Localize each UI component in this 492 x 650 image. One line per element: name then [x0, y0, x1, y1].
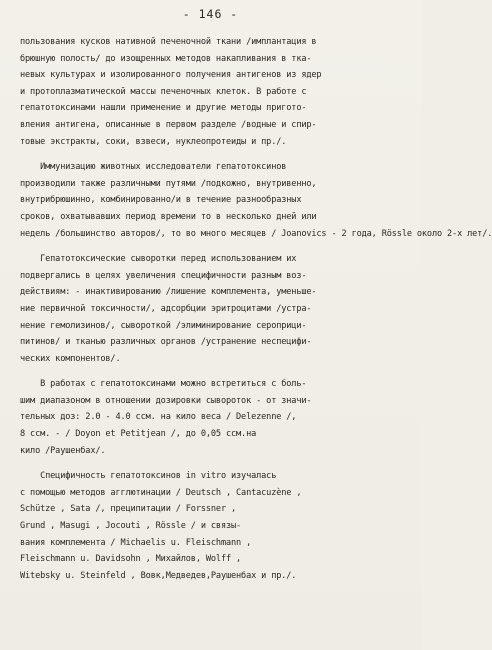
text-line: кило /Раушенбах/.	[20, 445, 106, 456]
text-line: нение гемолизинов/, сывороткой /элиминирование сероприци-	[20, 320, 307, 331]
text-line: сроков, охватывавших период времени то в несколько дней или	[20, 211, 317, 222]
text-line: вания комплемента / Michaelis u. Fleischmann ,	[20, 537, 252, 548]
text-line: действиям: - инактивированию /лишение комплемента, уменьше-	[20, 287, 317, 298]
text-line: шим диапазоном в отношении дозировки сывороток - от значи-	[20, 395, 312, 406]
text-line: гепатотоксинами нашли применение и другие методы пригото-	[20, 103, 307, 114]
paragraph-gap	[20, 367, 412, 376]
paragraph-gap	[20, 242, 412, 251]
paragraph-gap	[20, 459, 412, 468]
text-line: тельных доз: 2.0 - 4.0 ссм. на кило веса / Delezenne /,	[20, 412, 297, 423]
body-text	[20, 34, 492, 584]
text-line: внутрибрюшинно, комбинированно/и в течение разнообразных	[20, 195, 302, 206]
text-line: подвергались в целях увеличения специфичности разным воз-	[20, 270, 307, 281]
text-line: с помощью методов агглютинации / Deutsch , Cantacuzène ,	[20, 487, 302, 498]
text-line: Schütze , Sata /, преципитации / Forssner ,	[20, 504, 237, 515]
page-number: - 146 -	[182, 7, 239, 21]
text-line: вления антигена, описанные в первом разделе /водные и спир-	[20, 119, 317, 130]
text-line: Witebsky u. Steinfeld , Вовк,Медведев,Раушенбах и пр./.	[20, 570, 297, 581]
text-line: Fleischmann u. Davidsohn , Михайлов, Wolff ,	[20, 554, 242, 565]
text-line: питинов/ и тканью различных органов /устранение неспецифи-	[20, 337, 312, 348]
text-line: 8 ссм. - / Doyon et Petitjean /, до 0,05 ссм.на	[20, 429, 257, 440]
text-line: невых культурах и изолированного получения антигенов из ядер	[20, 70, 322, 81]
text-line: ние первичной токсичности/, адсорбции эритроцитами /устра-	[20, 303, 312, 314]
text-line: Иммунизацию животных исследователи гепатотоксинов	[20, 162, 287, 173]
text-line: брюшную полость/ до изощренных методов накапливания в тка-	[20, 53, 312, 64]
text-line: и протоплазматической массы печеночных клеток. В работе с	[20, 86, 307, 97]
text-line: Специфичность гепатотоксинов in vitro изучалась	[20, 471, 277, 482]
text-line: недель /большинство авторов/, то во много месяцев / Joanovics - 2 года, Rössle около 2-х лет/.	[20, 228, 492, 239]
text-line: производили также различными путями /подкожно, внутривенно,	[20, 178, 317, 189]
text-line: Гепатотоксические сыворотки перед использованием их	[20, 254, 297, 265]
text-line: товые экстракты, соки, взвеси, нуклеопротеиды и пр./.	[20, 136, 287, 147]
paragraph-gap	[20, 150, 412, 159]
text-line: ческих компонентов/.	[20, 353, 121, 364]
text-line: Grund , Masugi , Jocouti , Rössle / и связы-	[20, 521, 242, 532]
text-line: В работах с гепатотоксинами можно встретиться с боль-	[20, 379, 307, 390]
text-line: пользования кусков нативной печеночной ткани /имплантация в	[20, 37, 317, 47]
